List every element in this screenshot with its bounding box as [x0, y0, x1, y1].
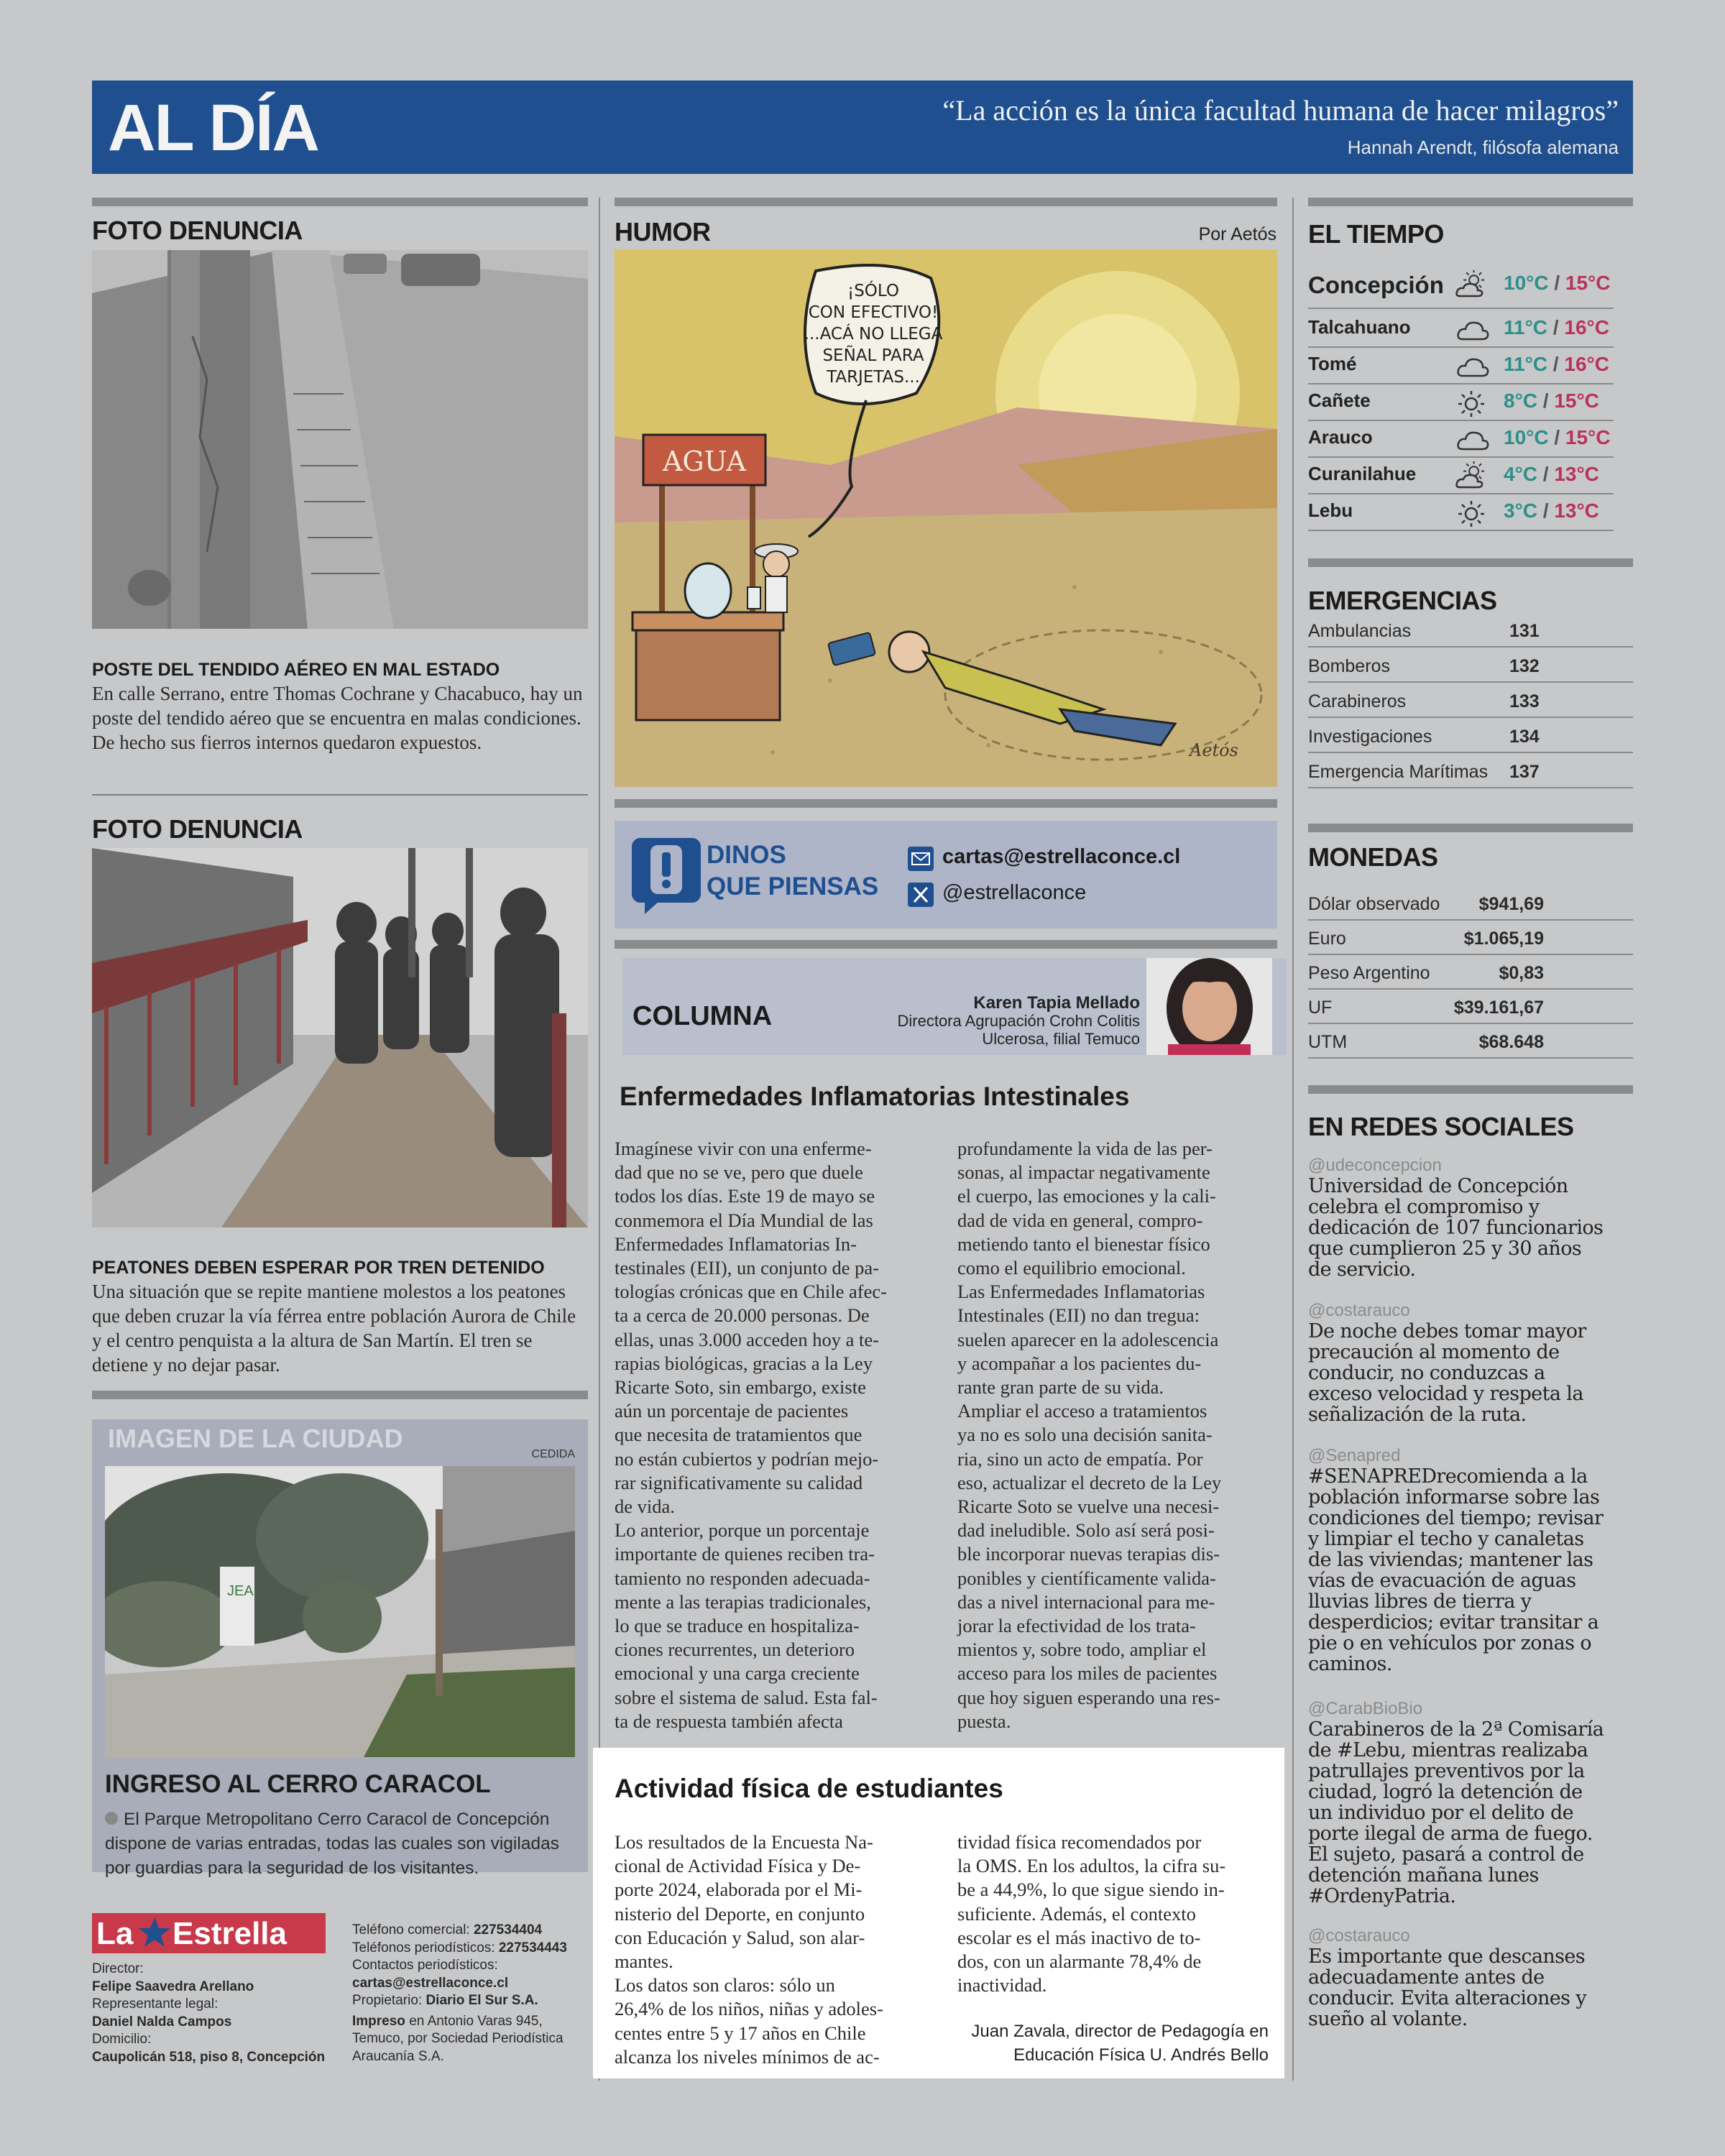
text-line: Intestinales (EII) no dan tregua: [957, 1304, 1200, 1327]
dinos-email[interactable]: cartas@estrellaconce.cl [942, 845, 1181, 868]
text-line: profundamente la vida de las per- [957, 1138, 1213, 1159]
text-line: El sujeto, pasará a control de [1308, 1843, 1584, 1866]
text-line: sonas, al impactar negativamente [957, 1161, 1210, 1184]
column-author-role: Ulcerosa, filial Temuco [982, 1030, 1140, 1048]
temp-separator: / [1548, 426, 1565, 448]
text-line: Ricarte Soto, sin embargo, existe [615, 1376, 866, 1399]
social-handle[interactable]: @costarauco [1308, 1926, 1410, 1945]
emergency-row [1308, 683, 1633, 718]
humor-byline: Por Aetós [1198, 224, 1276, 244]
social-post [1308, 1301, 1633, 1425]
text-line: acceso para los miles de pacientes [957, 1662, 1218, 1685]
city-image-text: El Parque Metropolitano Cerro Caracol de Concepción dispone de varias entradas, todas las cuales son vigiladas por guardias para la seguridad de los visitantes. [105, 1810, 559, 1878]
text-line: Los datos son claros: sólo un [615, 1974, 835, 1996]
column-text-col1 [615, 1137, 938, 1733]
impreso-label: Impreso [352, 2013, 405, 2029]
speech-bubble-icon [630, 837, 702, 916]
tel-periodisticos: 227534443 [498, 1940, 567, 1955]
currency-value: $68.648 [1478, 1032, 1544, 1052]
text-line: precaución al momento de [1308, 1341, 1560, 1363]
text-line: ya no es solo una decisión sanita- [957, 1424, 1213, 1446]
currency-label: Peso Argentino [1308, 963, 1430, 983]
foto1-title: FOTO DENUNCIA [92, 216, 303, 245]
weather-city: Arauco [1308, 426, 1373, 448]
temp-separator: / [1537, 463, 1555, 485]
emergencias-title: EMERGENCIAS [1308, 586, 1497, 615]
text-line: aún un porcentaje de pacientes [615, 1400, 849, 1422]
text-line: rante gran parte de su vida. [957, 1376, 1164, 1399]
text-line: ellas, unas 3.000 acceden hoy a te- [615, 1328, 879, 1350]
emergency-number[interactable]: 137 [1509, 762, 1540, 782]
text-line: no están cubiertos y podrían mejo- [615, 1447, 879, 1470]
emergency-number[interactable]: 131 [1509, 621, 1540, 641]
text-line: con Educación y Salud, son alar- [615, 1926, 865, 1948]
column-headline: Enfermedades Inflamatorias Intestinales [620, 1082, 1130, 1111]
temp-max: 16°C [1564, 316, 1609, 338]
weather-temps [1504, 426, 1610, 449]
impreso: en Antonio Varas 945, Temuco, por Sociedad Periodística Araucanía S.A. [352, 2013, 564, 2064]
currency-row [1308, 885, 1633, 921]
text-line: sobre el sistema de salud. Esta fal- [615, 1686, 878, 1708]
text-line: Enfermedades Inflamatorias In- [615, 1233, 857, 1255]
social-post [1308, 1699, 1633, 1907]
foto2-caption-title: PEATONES DEBEN ESPERAR POR TREN DETENIDO [92, 1258, 545, 1278]
weather-title: EL TIEMPO [1308, 219, 1444, 249]
article-text-col1 [615, 1830, 938, 2069]
city-photo [105, 1466, 575, 1757]
text-line: ciones recurrentes, un deterioro [615, 1639, 855, 1661]
column-author-role: Directora Agrupación Crohn Colitis [897, 1012, 1140, 1030]
temp-min: 11°C [1504, 316, 1548, 338]
dinos-twitter[interactable]: @estrellaconce [942, 881, 1087, 904]
text-line: ta de respuesta también afecta [615, 1710, 843, 1732]
text-line: sueño al volante. [1308, 2008, 1468, 2030]
text-line: 26,4% de los niños, niñas y adoles- [615, 1998, 883, 2020]
social-text [1308, 1321, 1633, 1425]
emergency-number[interactable]: 133 [1509, 691, 1540, 711]
header-quote: “La acción es la única facultad humana de hacer milagros” [942, 94, 1619, 126]
tel-comercial: 227534404 [473, 1922, 543, 1938]
partly-cloudy-icon [1455, 461, 1490, 490]
temp-separator: / [1548, 272, 1565, 294]
text-line: rar significativamente su calidad [615, 1471, 863, 1493]
emergency-label: Bomberos [1308, 656, 1390, 676]
foto2-title: FOTO DENUNCIA [92, 814, 303, 844]
article-box [593, 1748, 1284, 2078]
text-line: y acompañar a los pacientes du- [957, 1352, 1202, 1374]
temp-max: 15°C [1565, 272, 1611, 294]
section-header [92, 80, 1633, 174]
text-line: alcanza los niveles mínimos de ac- [615, 2045, 880, 2068]
text-line: emocional y una carga creciente [615, 1662, 860, 1685]
newspaper-logo [92, 1913, 326, 1953]
text-line: detención mañana lunes [1308, 1864, 1539, 1886]
currency-label: UTM [1308, 1032, 1348, 1052]
column-author-block [898, 994, 1141, 1048]
text-line: mantes. [615, 1950, 673, 1973]
divider [92, 794, 588, 796]
weather-city: Tomé [1308, 353, 1357, 374]
masthead-right [352, 1922, 589, 2065]
text-line: el cuerpo, las emociones y la cali- [957, 1185, 1216, 1207]
weather-row [1308, 267, 1614, 309]
stand-sign: AGUA [662, 446, 747, 477]
social-handle[interactable]: @CarabBioBio [1308, 1699, 1423, 1718]
city-image-label: IMAGEN DE LA CIUDAD [108, 1424, 403, 1453]
weather-temps [1504, 353, 1609, 376]
social-handle[interactable]: @costarauco [1308, 1301, 1410, 1320]
currency-row [1308, 989, 1633, 1024]
temp-max: 16°C [1564, 353, 1609, 375]
social-text [1308, 1719, 1633, 1907]
text-line: dos, con un alarmante 78,4% de [957, 1950, 1202, 1973]
text-line: ta a cerca de 20.000 personas. De [615, 1304, 870, 1327]
text-line: vías de evacuación de aguas [1308, 1570, 1576, 1592]
foto2-photo [92, 848, 588, 1227]
text-line: de vida. [615, 1496, 675, 1518]
social-text [1308, 1176, 1633, 1280]
text-line: que hoy siguen esperando una res- [957, 1686, 1220, 1708]
signature-line: Juan Zavala, director de Pedagogía en [971, 2022, 1269, 2041]
partly-cloudy-icon [1455, 270, 1490, 299]
weather-temps [1504, 499, 1599, 522]
text-line: como el equilibrio emocional. [957, 1257, 1186, 1279]
text-line: ria, sino un acto de empatía. Por [957, 1447, 1203, 1470]
emergency-row [1308, 648, 1633, 683]
text-line: rapias biológicas, gracias a la Ley [615, 1352, 873, 1374]
text-line: escolar es el más inactivo de to- [957, 1926, 1201, 1948]
weather-row [1308, 495, 1614, 531]
temp-min: 11°C [1504, 353, 1548, 375]
divider [92, 198, 588, 206]
weather-row [1308, 422, 1614, 458]
text-line: Los resultados de la Encuesta Na- [615, 1831, 873, 1853]
text-line: y limpiar el techo y canaletas [1308, 1528, 1584, 1550]
text-line: de las viviendas; mantener las [1308, 1549, 1593, 1571]
text-line: porte 2024, elaborada por el Mi- [615, 1879, 862, 1901]
text-line: cional de Actividad Física y De- [615, 1855, 861, 1877]
emergency-label: Ambulancias [1308, 621, 1412, 641]
text-line: dad de vida en general, compro- [957, 1209, 1203, 1231]
sun-icon [1455, 388, 1490, 417]
weather-temps [1504, 390, 1599, 413]
dinos-title [707, 839, 878, 903]
article-headline: Actividad física de estudiantes [615, 1774, 1003, 1803]
text-line: Ampliar el acceso a tratamientos [957, 1400, 1208, 1422]
divider [615, 940, 1277, 949]
director-label: Director: [92, 1961, 144, 1976]
foto1-caption-text: En calle Serrano, entre Thomas Cochrane y Chacabuco, hay un poste del tendido aéreo que se encuentra en malas condiciones. De hecho sus fierros internos quedaron expuestos. [92, 683, 583, 753]
column-banner [622, 958, 1287, 1055]
emergency-label: Carabineros [1308, 691, 1407, 711]
emergency-label: Investigaciones [1308, 727, 1432, 747]
text-line: metiendo tanto el bienestar físico [957, 1233, 1210, 1255]
city-sign-text: JEA [227, 1583, 254, 1599]
temp-min: 8°C [1504, 390, 1537, 412]
text-line: patrullajes preventivos por la [1308, 1760, 1585, 1782]
quote-author: Hannah Arendt, filósofa alemana [1347, 137, 1619, 158]
dinos-line2: QUE PIENSAS [707, 872, 879, 900]
city-image-credit: CEDIDA [531, 1448, 575, 1460]
weather-row [1308, 459, 1614, 494]
text-line: importante de quienes reciben tra- [615, 1543, 875, 1565]
text-line: dad que no se ve, pero que duele [615, 1161, 863, 1184]
text-line: conmemora el Día Mundial de las [615, 1209, 873, 1231]
bubble-line: ¡SÓLO [847, 282, 900, 300]
social-text [1308, 1946, 1633, 2030]
text-line: pie o en vehículos por zonas o [1308, 1632, 1592, 1654]
text-line: dad ineludible. Solo así será posi- [957, 1519, 1215, 1542]
currency-row [1308, 1023, 1633, 1059]
text-line: lluvias libres de tierra y [1308, 1590, 1532, 1613]
text-line: Universidad de Concepción [1308, 1175, 1568, 1197]
weather-temps [1504, 463, 1599, 486]
social-post [1308, 1156, 1633, 1280]
text-line: condiciones del tiempo; revisar [1308, 1507, 1604, 1529]
text-line: de #Lebu, mientras realizaba [1308, 1739, 1588, 1761]
weather-city: Curanilahue [1308, 463, 1417, 484]
social-handle[interactable]: @udeconcepcion [1308, 1156, 1442, 1175]
text-line: be a 44,9%, lo que sigue siendo in- [957, 1879, 1225, 1901]
text-line: celebra el compromiso y [1308, 1196, 1540, 1218]
text-line: adecuadamente antes de [1308, 1966, 1545, 1989]
temp-max: 15°C [1565, 426, 1611, 448]
social-handle[interactable]: @Senapred [1308, 1446, 1401, 1465]
monedas-title: MONEDAS [1308, 842, 1438, 872]
currency-row [1308, 954, 1633, 990]
divider [1308, 198, 1633, 206]
divider [1308, 824, 1633, 832]
text-line: tologías crónicas que en Chile afec- [615, 1281, 887, 1303]
text-line: desperdicios; evitar transitar a [1308, 1611, 1599, 1634]
currency-value: $941,69 [1478, 894, 1544, 914]
text-line: Es importante que descanses [1308, 1945, 1586, 1968]
divider [615, 799, 1277, 808]
bubble-line: CON EFECTIVO! [808, 303, 939, 322]
foto1-caption-title: POSTE DEL TENDIDO AÉREO EN MAL ESTADO [92, 660, 500, 680]
temp-max: 15°C [1554, 390, 1599, 412]
text-line: dedicación de 107 funcionarios [1308, 1217, 1604, 1239]
temp-min: 4°C [1504, 463, 1537, 485]
weather-row [1308, 385, 1614, 421]
text-line: la OMS. En los adultos, la cifra su- [957, 1855, 1226, 1877]
domicilio: Caupolicán 518, piso 8, Concepción [92, 2049, 326, 2065]
text-line: tividad física recomendados por [957, 1831, 1202, 1853]
text-line: porte ilegal de arma de fuego. [1308, 1823, 1593, 1845]
text-line: #OrdenyPatria. [1308, 1885, 1456, 1907]
column-author: Karen Tapia Mellado [973, 993, 1140, 1013]
temp-separator: / [1547, 353, 1565, 375]
contactos-label: Contactos periodísticos: [352, 1958, 498, 1973]
emergency-row [1308, 718, 1633, 753]
mail-icon [908, 847, 934, 871]
divider [1308, 558, 1633, 567]
text-line: De noche debes tomar mayor [1308, 1320, 1586, 1342]
foto2-caption-text: Una situación que se repite mantiene molestos a los peatones que deben cruzar la vía férrea entre población Aurora de Chile y el centro penquista a la altura de San Martín. El tren se detiene y no dejar pasar. [92, 1281, 576, 1376]
divider [615, 198, 1277, 206]
text-line: testinales (EII), un conjunto de pa- [615, 1257, 879, 1279]
column-text-col2 [957, 1137, 1281, 1733]
text-line: #SENAPREDrecomienda a la [1308, 1465, 1588, 1488]
text-line: todos los días. Este 19 de mayo se [615, 1185, 875, 1207]
sun-icon [1455, 498, 1490, 527]
text-line: ble incorporar nuevas terapias dis- [957, 1543, 1220, 1565]
text-line: tamiento no responden adecuada- [615, 1567, 870, 1589]
text-line: Las Enfermedades Inflamatorias [957, 1281, 1205, 1303]
text-line: que cumplieron 25 y 30 años [1308, 1238, 1582, 1260]
column-separator [1292, 198, 1294, 2081]
temp-separator: / [1537, 499, 1555, 522]
emergency-number[interactable]: 134 [1509, 727, 1540, 747]
currency-label: Euro [1308, 929, 1346, 949]
propietario-label: Propietario: [352, 1993, 423, 2008]
text-line: ciudad, logró la detención de [1308, 1781, 1583, 1803]
weather-temps [1504, 272, 1610, 295]
humor-title: HUMOR [615, 217, 711, 247]
weather-city: Concepción [1308, 272, 1444, 298]
logo-la: La [96, 1916, 134, 1951]
cartoon-signature: Aetós [1190, 740, 1238, 760]
text-line: das a nivel internacional para me- [957, 1590, 1215, 1613]
text-line: exceso velocidad y respeta la [1308, 1383, 1583, 1405]
divider [1308, 1085, 1633, 1094]
text-line: mientos y, sobre todo, ampliar el [957, 1639, 1207, 1661]
weather-temps [1504, 316, 1609, 339]
text-line: jorar la efectividad de los trata- [957, 1615, 1196, 1637]
text-line: lo que se traduce en hospitaliza- [615, 1615, 860, 1637]
legal-label: Representante legal: [92, 1996, 218, 2012]
text-line: señalización de la ruta. [1308, 1404, 1527, 1426]
weather-city: Talcahuano [1308, 316, 1411, 338]
tel-comercial-label: Teléfono comercial: [352, 1922, 470, 1938]
temp-max: 13°C [1554, 463, 1599, 485]
temp-min: 3°C [1504, 499, 1537, 522]
cartoon [615, 249, 1277, 787]
director-name: Felipe Saavedra Arellano [92, 1978, 254, 1994]
weather-row [1308, 312, 1614, 348]
weather-city: Cañete [1308, 390, 1371, 411]
propietario: Diario El Sur S.A. [426, 1993, 538, 2008]
currency-row [1308, 920, 1633, 955]
dinos-box [615, 821, 1277, 929]
temp-min: 10°C [1504, 272, 1549, 294]
cloud-icon [1455, 315, 1490, 344]
currency-label: UF [1308, 998, 1333, 1018]
temp-separator: / [1537, 390, 1555, 412]
text-line: mente a las terapias tradicionales, [615, 1590, 871, 1613]
city-image-box [92, 1419, 588, 1878]
bubble-line: ...ACÁ NO LLEGA [804, 325, 943, 344]
emergency-row [1308, 612, 1633, 648]
text-line: Imagínese vivir con una enferme- [615, 1138, 872, 1159]
article-text-col2 [957, 1830, 1281, 1997]
logo-estrella: Estrella [172, 1916, 287, 1951]
tel-periodisticos-label: Teléfonos periodísticos: [352, 1940, 495, 1955]
temp-min: 10°C [1504, 426, 1549, 448]
text-line: población informarse sobre las [1308, 1486, 1600, 1508]
cloud-icon [1455, 425, 1490, 453]
text-line: Ricarte Soto se vuelve una necesi- [957, 1496, 1220, 1518]
text-line: caminos. [1308, 1653, 1392, 1675]
section-title: AL DÍA [108, 91, 318, 165]
city-image-title: INGRESO AL CERRO CARACOL [105, 1770, 491, 1798]
signature-line: Educación Física U. Andrés Bello [1013, 2045, 1269, 2065]
x-twitter-icon [908, 883, 934, 907]
social-text [1308, 1466, 1633, 1674]
text-line: puesta. [957, 1710, 1011, 1732]
text-line: Lo anterior, porque un porcentaje [615, 1519, 870, 1542]
temp-max: 13°C [1554, 499, 1599, 522]
text-line: centes entre 5 y 17 años en Chile [615, 2022, 866, 2044]
emergency-number[interactable]: 132 [1509, 656, 1540, 676]
redes-title: EN REDES SOCIALES [1308, 1112, 1574, 1141]
text-line: nisterio del Deporte, en conjunto [615, 1902, 865, 1925]
bubble-line: TARJETAS... [827, 368, 920, 387]
text-line: conducir. Evita alteraciones y [1308, 1987, 1587, 2009]
currency-value: $39.161,67 [1453, 998, 1544, 1018]
text-line: un individuo por el delito de [1308, 1802, 1574, 1824]
weather-city: Lebu [1308, 499, 1353, 521]
currency-value: $0,83 [1499, 963, 1544, 983]
currency-label: Dólar observado [1308, 894, 1440, 914]
social-post [1308, 1446, 1633, 1674]
column-label: COLUMNA [632, 1001, 773, 1031]
foto1-photo [92, 250, 588, 629]
masthead-left [92, 1961, 329, 2066]
text-line: eso, actualizar el decreto de la Ley [957, 1471, 1222, 1493]
emergency-row [1308, 753, 1633, 788]
text-line: que necesita de tratamientos que [615, 1424, 862, 1446]
emergency-label: Emergencia Marítimas [1308, 762, 1489, 782]
temp-separator: / [1547, 316, 1565, 338]
text-line: inactividad. [957, 1974, 1047, 1996]
text-line: de servicio. [1308, 1258, 1416, 1281]
text-line: conducir, no conduzcas a [1308, 1362, 1545, 1384]
contactos-email[interactable]: cartas@estrellaconce.cl [352, 1975, 509, 1991]
currency-value: $1.065,19 [1463, 929, 1544, 949]
dinos-line1: DINOS [707, 841, 786, 869]
author-photo [1146, 958, 1272, 1055]
domicilio-label: Domicilio: [92, 2032, 152, 2047]
weather-row [1308, 349, 1614, 384]
divider [92, 1391, 588, 1399]
legal-name: Daniel Nalda Campos [92, 2014, 232, 2030]
text-line: ponibles y científicamente valida- [957, 1567, 1216, 1589]
text-line: suficiente. Además, el contexto [957, 1902, 1196, 1925]
cloud-icon [1455, 351, 1490, 380]
text-line: suelen aparecer en la adolescencia [957, 1328, 1219, 1350]
star-icon [138, 1916, 171, 1949]
text-line: Carabineros de la 2ª Comisaría [1308, 1718, 1604, 1741]
bubble-line: SEÑAL PARA [822, 346, 924, 365]
social-post [1308, 1926, 1633, 2030]
article-signature [971, 2019, 1269, 2067]
